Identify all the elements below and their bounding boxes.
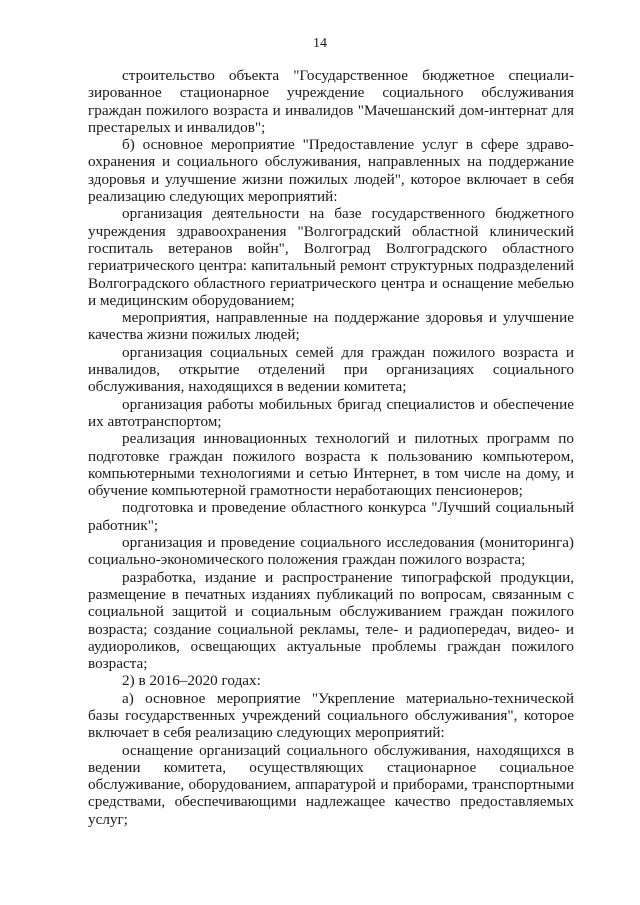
paragraph-hospital-activity: организация деятельности на базе государственного бюджетного учреждения здравоохранения "Волгоградский областной клинический госпиталь ветеранов войн", Волгоград Волгоградского областного гериатрического центра: капитальный ремонт структурных подразделений Волгоградского областного гериатрического центра и оснащение мебелью и медицинским оборудованием; [88,205,574,309]
paragraph-equipment: оснащение организаций социального обслуживания, находящихся в ведении комитета, осуществляющих стационарное социальное обслуживание, оборудованием, аппаратурой и приборами, транспортными средствами, обеспечивающими надлежащее качество предоставляемых услуг; [88,741,574,828]
page-number: 14 [313,36,327,51]
paragraph-regional-contest: подготовка и проведение областного конкурса "Лучший социальный работник"; [88,499,574,534]
paragraph-printed-products: разработка, издание и распространение типографской продукции, размещение в печатных изданиях публикаций по вопросам, связанным с социальной защитой и социальным обслуживанием граждан пожилого возраста; создание социальной рекламы, теле- и радиопередач, видео- и аудиороликов, освещающих актуальные проблемы граждан пожилого возраста; [88,568,574,673]
paragraph-social-research: организация и проведение социального исследования (мониторинга) социально-экономического положения граждан пожилого возраста; [88,534,574,569]
paragraph-health-support: мероприятия, направленные на поддержание здоровья и улучшение качества жизни пожилых людей; [88,309,574,344]
paragraph-years-2016-2020: 2) в 2016–2020 годах: [122,672,261,690]
paragraph-social-families: организация социальных семей для граждан пожилого возраста и инвалидов, открытие отделений при организациях социального обслуживания, находящихся в ведении комитета; [88,343,574,396]
paragraph-main-event-b: б) основное мероприятие "Предоставление услуг в сфере здраво-охранения и социального обслуживания, направленных на поддержание здоровья и улучшение жизни пожилых людей", которое включает в себя реализацию следующих мероприятий: [88,136,574,206]
paragraph-mobile-brigades: организация работы мобильных бригад специалистов и обеспечение их автотранспортом; [88,395,574,430]
paragraph-main-event-a: а) основное мероприятие "Укрепление материально-технической базы государственных учреждений социального обслуживания", которое включает в себя реализацию следующих мероприятий: [88,689,574,742]
paragraph-construction-object: строительство объекта "Государственное бюджетное специали-зированное стационарное учреждение социального обслуживания граждан пожилого возраста и инвалидов "Мачешанский дом-интернат для престарелых и инвалидов"; [88,67,574,136]
document-body [88,67,574,828]
paragraph-innovative-technologies: реализация инновационных технологий и пилотных программ по подготовке граждан пожилого возраста к пользованию компьютером, компьютерными технологиями и сетью Интернет, в том числе на дому, и обучение компьютерной грамотности неработающих пенсионеров; [88,430,574,500]
